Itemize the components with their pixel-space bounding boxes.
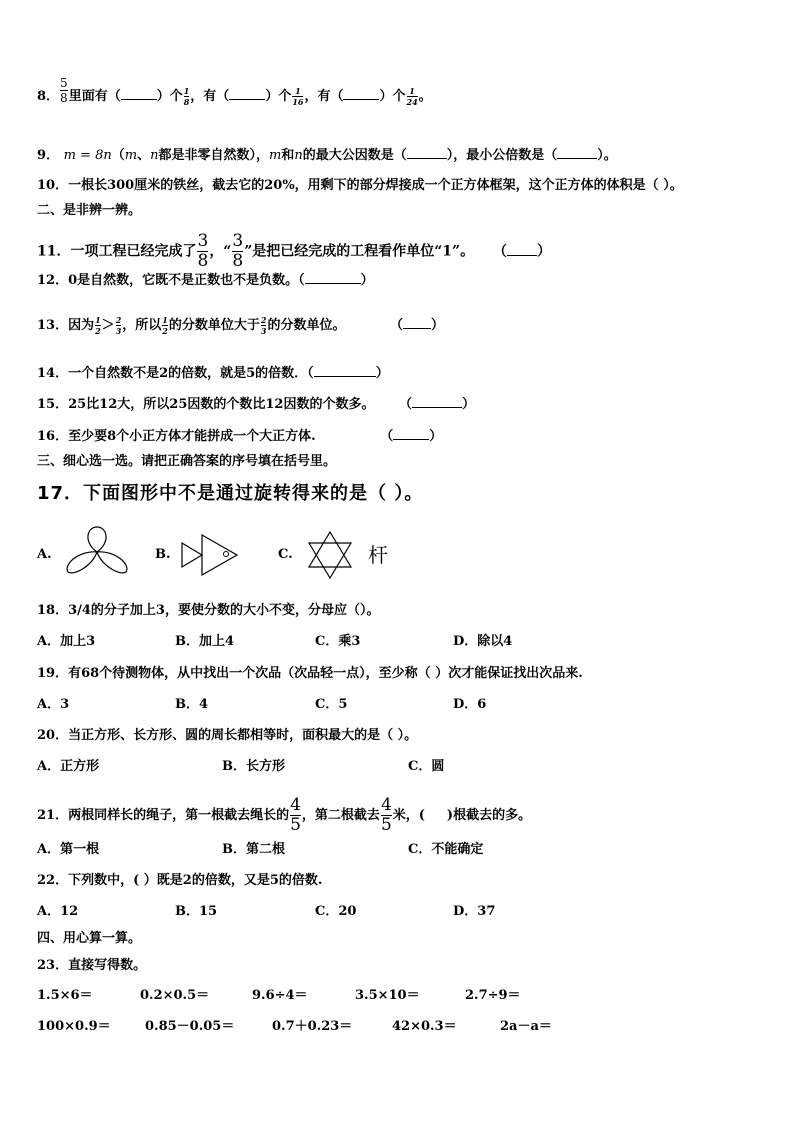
q9-text-3: 和 bbox=[281, 148, 295, 163]
trefoil-figure bbox=[64, 524, 130, 580]
q13-fa-num: 1 bbox=[95, 315, 101, 325]
q8-text-3: ，有（ bbox=[190, 89, 230, 104]
q19-option-d[interactable]: D．6 bbox=[453, 697, 487, 712]
q9-number: 9． bbox=[37, 148, 60, 163]
q16-paren-open: （ bbox=[380, 429, 394, 444]
q19-option-b[interactable]: B．4 bbox=[175, 697, 209, 712]
q13-fb-num: 2 bbox=[115, 315, 122, 325]
q13-gt: ＞ bbox=[101, 318, 115, 333]
question-21 bbox=[37, 797, 531, 834]
q13-answer-blank[interactable] bbox=[403, 316, 431, 329]
q11-fq-num: 3 bbox=[232, 231, 244, 251]
q8-fraction-b bbox=[292, 87, 303, 106]
q8-text-5: ，有（ bbox=[304, 89, 344, 104]
q13-text-1: 13．因为 bbox=[37, 318, 95, 333]
q13-fraction-c bbox=[162, 316, 168, 335]
q11-text-1: 11．一项工程已经完成了 bbox=[37, 243, 197, 260]
section-3-heading: 三、细心选一选。请把正确答案的序号填在括号里。 bbox=[37, 454, 337, 469]
q15-paren-open: （ bbox=[399, 397, 413, 412]
q11-f-num: 3 bbox=[197, 231, 209, 251]
q13-text-4: 的分数单位。 bbox=[267, 318, 346, 333]
question-19: 19．有68个待测物体，从中找出一个次品（次品轻一点），至少称（ ）次才能保证找出次品来. bbox=[37, 666, 583, 681]
question-14 bbox=[37, 364, 389, 382]
question-11 bbox=[37, 233, 551, 270]
q21-f1-den: 5 bbox=[290, 815, 301, 835]
q13-fd-num: 2 bbox=[260, 315, 267, 325]
q13-text-2: ，所以 bbox=[122, 318, 162, 333]
q21-answer-blank[interactable] bbox=[425, 807, 447, 819]
q20-option-c[interactable]: C．圆 bbox=[408, 759, 445, 774]
q17-glyph: 杆 bbox=[368, 543, 388, 567]
q20-option-a[interactable]: A．正方形 bbox=[37, 759, 100, 774]
q11-fraction bbox=[197, 233, 208, 270]
fish-triangles-figure bbox=[180, 533, 240, 577]
q21-option-c[interactable]: C．不能确定 bbox=[408, 842, 484, 857]
q13-paren-open: （ bbox=[390, 318, 404, 333]
q13-fraction-d bbox=[261, 316, 267, 335]
question-9 bbox=[37, 146, 617, 164]
q9-text-1: （ bbox=[111, 148, 125, 163]
q9-var-m: m bbox=[124, 148, 138, 163]
q14-answer-blank[interactable] bbox=[314, 364, 376, 377]
q15-answer-blank[interactable] bbox=[412, 395, 462, 408]
q16-text: 16．至少要8个小正方体才能拼成一个大正方体. bbox=[37, 429, 316, 444]
q21-text-3: 米，( bbox=[392, 808, 425, 823]
question-23: 23．直接写得数。 bbox=[37, 958, 147, 973]
q21-option-b[interactable]: B．第二根 bbox=[222, 842, 285, 857]
q13-fa-den: 2 bbox=[95, 326, 101, 336]
question-17: 17．下面图形中不是通过旋转得来的是（ ）。 bbox=[37, 483, 424, 504]
q19-option-a[interactable]: A．3 bbox=[37, 697, 70, 712]
q13-text-3: 的分数单位大于 bbox=[168, 318, 260, 333]
q17-option-b-label: B. bbox=[155, 547, 171, 562]
q13-paren-close: ） bbox=[431, 318, 445, 333]
q13-fb-den: 3 bbox=[115, 326, 122, 336]
q9-text-4: 的最大公因数是（ bbox=[302, 148, 407, 163]
q21-f1-num: 4 bbox=[290, 795, 301, 815]
q9-blank-2[interactable] bbox=[557, 146, 597, 159]
question-15 bbox=[37, 395, 475, 413]
question-8 bbox=[37, 76, 432, 110]
q8-fc-den: 24 bbox=[406, 97, 418, 107]
calc-item: 2a－a＝ bbox=[500, 1019, 552, 1034]
q22-option-d[interactable]: D．37 bbox=[453, 904, 496, 919]
q9-text-6: ）。 bbox=[597, 148, 617, 163]
q8-fraction-a bbox=[184, 87, 190, 106]
q16-paren-close: ） bbox=[429, 429, 443, 444]
question-13 bbox=[37, 316, 444, 335]
calc-item: 1.5×6＝ bbox=[37, 988, 93, 1003]
q9-var-n: n bbox=[150, 148, 159, 163]
q8-text-1: 里面有（ bbox=[68, 89, 121, 104]
q11-fraction-quoted bbox=[232, 233, 243, 270]
q15-text: 15．25比12大，所以25因数的个数比12因数的个数多。 bbox=[37, 397, 375, 412]
q12-paren-close: ） bbox=[360, 273, 374, 288]
q12-text: 12．0是自然数，它既不是正数也不是负数。（ bbox=[37, 273, 305, 288]
q14-text: 14．一个自然数不是2的倍数，就是5的倍数．（ bbox=[37, 366, 314, 381]
q8-text-7: 。 bbox=[418, 89, 432, 104]
q22-option-a[interactable]: A．12 bbox=[37, 904, 79, 919]
q13-fraction-a bbox=[95, 316, 101, 335]
q21-option-a[interactable]: A．第一根 bbox=[37, 842, 100, 857]
q11-text-2: ，“ bbox=[209, 243, 232, 260]
calc-item: 0.2×0.5＝ bbox=[140, 988, 210, 1003]
q8-f1-num: 5 bbox=[60, 76, 68, 90]
q22-option-c[interactable]: C．20 bbox=[315, 904, 357, 919]
q13-fc-den: 2 bbox=[162, 326, 168, 336]
q8-fraction-c bbox=[407, 87, 418, 106]
q8-blank-1[interactable] bbox=[121, 87, 157, 100]
q8-blank-3[interactable] bbox=[343, 87, 379, 100]
q9-equation: m = 8n bbox=[63, 148, 112, 163]
q18-option-b[interactable]: B．加上4 bbox=[175, 634, 235, 649]
q11-text-3: ”是把已经完成的工程看作单位“1”。 bbox=[244, 243, 475, 260]
q22-option-b[interactable]: B．15 bbox=[175, 904, 218, 919]
q8-number: 8． bbox=[37, 89, 60, 104]
q21-text-2: ，第二根截去 bbox=[301, 808, 380, 823]
q11-fq-den: 8 bbox=[232, 251, 244, 271]
q8-fb-num: 1 bbox=[295, 86, 301, 96]
q21-fraction-2 bbox=[381, 797, 392, 834]
q21-f2-num: 4 bbox=[380, 795, 392, 815]
q18-option-c[interactable]: C．乘3 bbox=[315, 634, 361, 649]
calc-item: 42×0.3＝ bbox=[392, 1019, 457, 1034]
q18-option-a[interactable]: A．加上3 bbox=[37, 634, 96, 649]
q19-option-c[interactable]: C．5 bbox=[315, 697, 348, 712]
q15-paren-close: ） bbox=[462, 397, 476, 412]
question-16 bbox=[37, 427, 442, 445]
q18-option-d[interactable]: D．除以4 bbox=[453, 634, 513, 649]
q12-answer-blank[interactable] bbox=[305, 271, 361, 284]
calc-item: 100×0.9＝ bbox=[37, 1019, 111, 1034]
q9-var-m2: m bbox=[268, 148, 282, 163]
q21-text-1: 21．两根同样长的绳子，第一根截去绳长的 bbox=[37, 808, 290, 823]
q11-paren-close: ） bbox=[536, 243, 551, 260]
q8-f1-den: 8 bbox=[60, 91, 68, 105]
section-4-heading: 四、用心算一算。 bbox=[37, 931, 142, 946]
q13-fd-den: 3 bbox=[260, 326, 267, 336]
calc-item: 0.7＋0.23＝ bbox=[272, 1019, 353, 1034]
q9-blank-1[interactable] bbox=[407, 146, 447, 159]
q8-text-4: ）个 bbox=[265, 89, 292, 104]
star-of-david-figure bbox=[306, 530, 354, 580]
q8-fb-den: 16 bbox=[292, 97, 304, 107]
q8-fraction-main bbox=[60, 77, 68, 104]
q17-option-c-label: C. bbox=[278, 547, 293, 562]
q13-fc-num: 1 bbox=[162, 315, 168, 325]
question-18: 18．3/4的分子加上3，要使分数的大小不变，分母应（）。 bbox=[37, 603, 380, 618]
q21-text-4: )根截去的多。 bbox=[446, 808, 532, 823]
q21-f2-den: 5 bbox=[380, 815, 392, 835]
q11-answer-blank[interactable] bbox=[507, 243, 537, 256]
calc-item: 2.7÷9＝ bbox=[465, 988, 521, 1003]
section-2-heading: 二、是非辨一辨。 bbox=[37, 203, 142, 218]
q8-fa-num: 1 bbox=[183, 86, 190, 96]
q11-f-den: 8 bbox=[197, 251, 209, 271]
q9-sep: 、 bbox=[137, 148, 151, 163]
q9-text-2: 都是非零自然数）， bbox=[158, 148, 269, 163]
question-20: 20．当正方形、长方形、圆的周长都相等时，面积最大的是（ ）。 bbox=[37, 728, 418, 743]
q16-answer-blank[interactable] bbox=[393, 427, 429, 440]
q8-text-2: ）个 bbox=[156, 89, 183, 104]
question-12 bbox=[37, 271, 374, 289]
q20-option-b[interactable]: B．长方形 bbox=[222, 759, 285, 774]
q21-fraction-1 bbox=[290, 797, 301, 834]
q17-option-a-label: A. bbox=[37, 547, 52, 562]
q8-fa-den: 8 bbox=[183, 97, 190, 107]
q9-text-5: ），最小公倍数是（ bbox=[446, 148, 558, 163]
calc-item: 9.6÷4＝ bbox=[252, 988, 308, 1003]
q8-text-6: ）个 bbox=[379, 89, 406, 104]
q8-blank-2[interactable] bbox=[229, 87, 265, 100]
question-10: 10．一根长300厘米的铁丝，截去它的20%，用剩下的部分焊接成一个正方体框架，这个正方体的体积是（ ）。 bbox=[37, 178, 683, 193]
q14-paren-close: ） bbox=[375, 366, 389, 381]
calc-item: 3.5×10＝ bbox=[355, 988, 420, 1003]
q11-paren-open: （ bbox=[492, 243, 507, 260]
q13-fraction-b bbox=[116, 316, 122, 335]
q9-var-n2: n bbox=[294, 148, 303, 163]
calc-item: 0.85－0.05＝ bbox=[145, 1019, 235, 1034]
question-22: 22．下列数中，( ）既是2的倍数，又是5的倍数. bbox=[37, 873, 323, 888]
q8-fc-num: 1 bbox=[409, 86, 415, 96]
